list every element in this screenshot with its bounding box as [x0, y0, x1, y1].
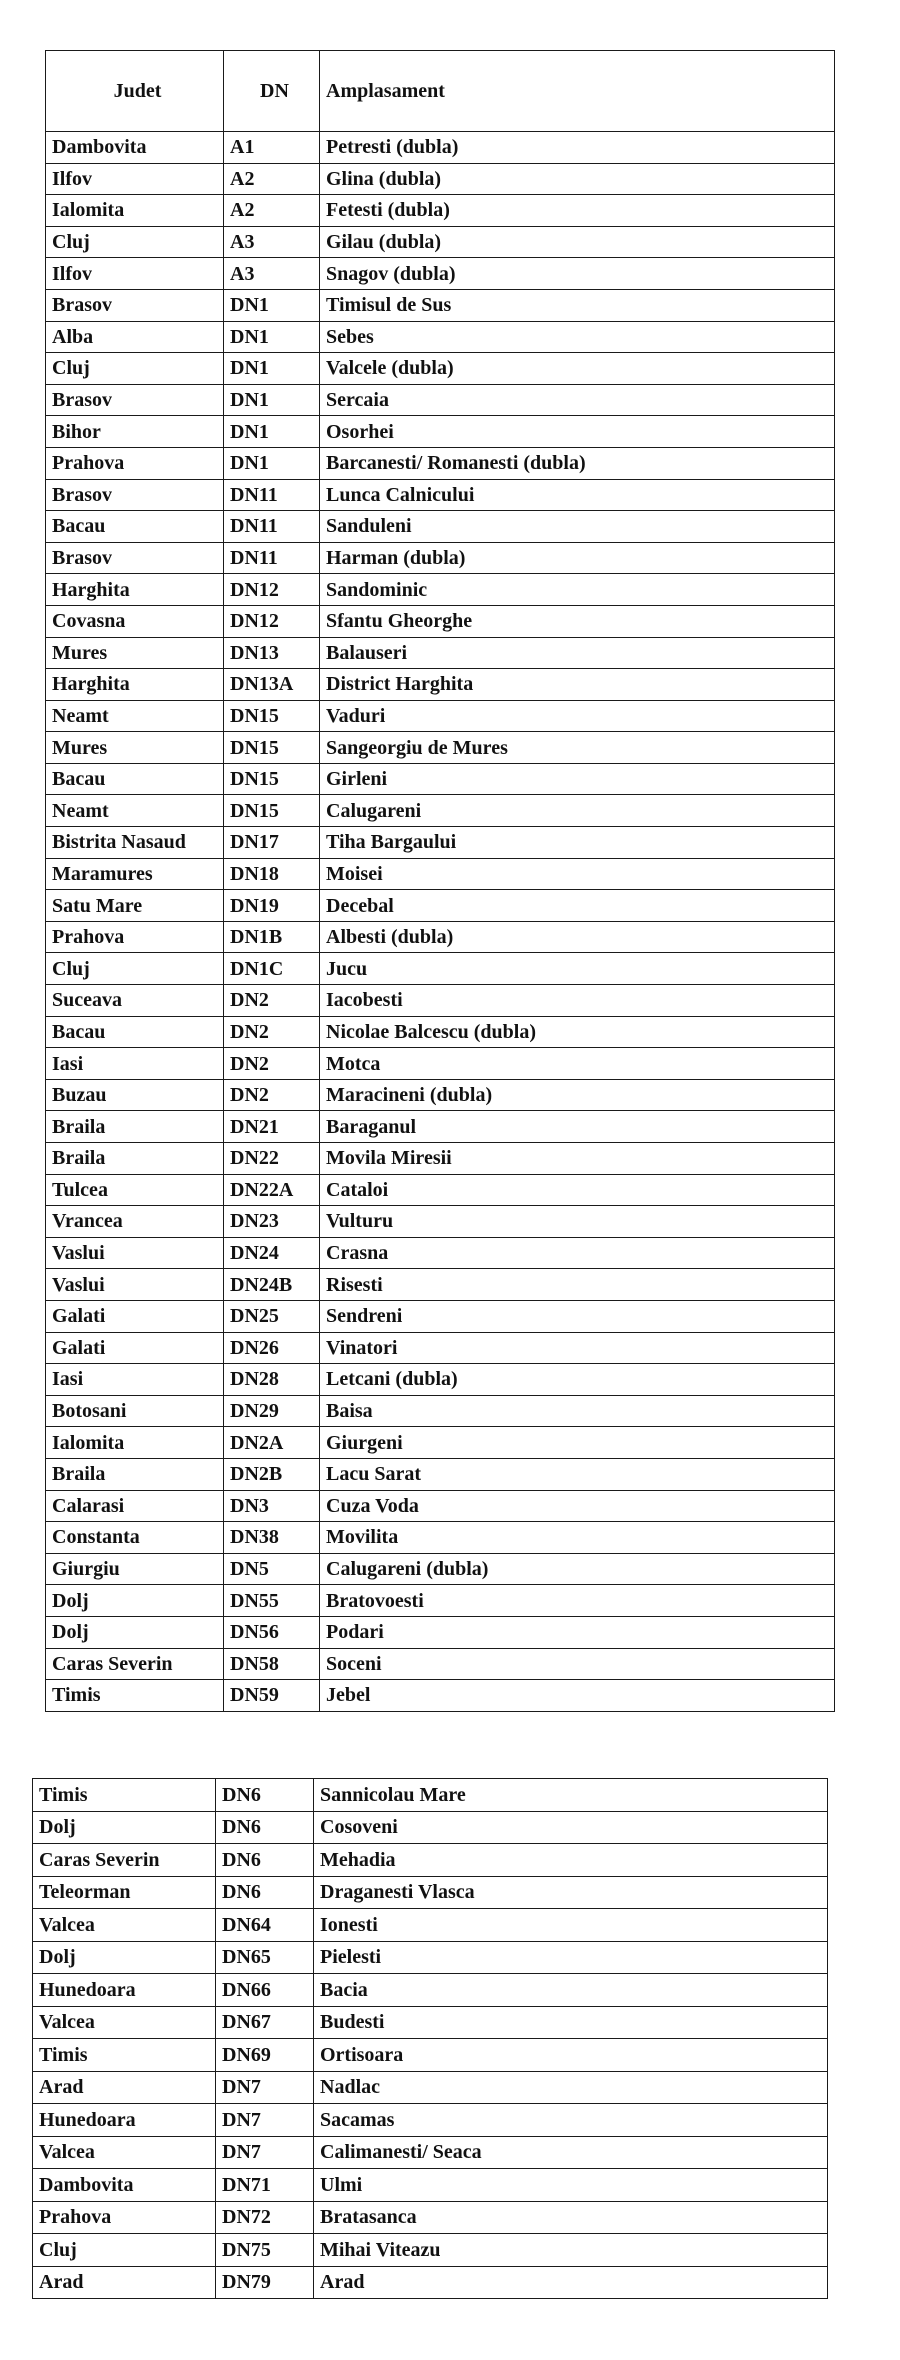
cell-amplasament: Balauseri	[320, 637, 835, 669]
cell-amplasament: Movila Miresii	[320, 1143, 835, 1175]
cell-amplasament: Budesti	[314, 2006, 828, 2039]
cell-judet: Braila	[46, 1458, 224, 1490]
cell-amplasament: Motca	[320, 1048, 835, 1080]
cell-judet: Caras Severin	[33, 1844, 216, 1877]
cell-amplasament: Letcani (dubla)	[320, 1364, 835, 1396]
cell-dn: DN11	[224, 542, 320, 574]
table-row	[33, 2266, 828, 2299]
cell-amplasament: Movilita	[320, 1522, 835, 1554]
cell-dn: DN72	[216, 2201, 314, 2234]
table-row	[46, 890, 835, 922]
cell-dn: DN6	[216, 1876, 314, 1909]
cell-amplasament: Sercaia	[320, 384, 835, 416]
table-row	[33, 2136, 828, 2169]
cell-dn: A2	[224, 195, 320, 227]
table-row	[46, 321, 835, 353]
cell-amplasament: Ortisoara	[314, 2039, 828, 2072]
cell-dn: DN2	[224, 1048, 320, 1080]
table-row	[46, 1237, 835, 1269]
cell-amplasament: Bratovoesti	[320, 1585, 835, 1617]
cell-dn: DN56	[224, 1616, 320, 1648]
cell-dn: DN1C	[224, 953, 320, 985]
table-row	[33, 1876, 828, 1909]
cell-amplasament: Calugareni (dubla)	[320, 1553, 835, 1585]
cell-judet: Cluj	[33, 2234, 216, 2267]
cell-dn: A3	[224, 226, 320, 258]
cell-judet: Giurgiu	[46, 1553, 224, 1585]
cell-amplasament: Pielesti	[314, 1941, 828, 1974]
cell-judet: Dolj	[33, 1811, 216, 1844]
table-row	[46, 1364, 835, 1396]
cell-amplasament: Jebel	[320, 1680, 835, 1712]
table-page-1	[45, 50, 835, 1712]
cell-judet: Prahova	[33, 2201, 216, 2234]
table-row	[46, 921, 835, 953]
cell-dn: DN7	[216, 2104, 314, 2137]
cell-dn: DN17	[224, 827, 320, 859]
cell-dn: DN22A	[224, 1174, 320, 1206]
cell-amplasament: Iacobesti	[320, 985, 835, 1017]
cell-judet: Caras Severin	[46, 1648, 224, 1680]
table-row	[46, 1174, 835, 1206]
cell-amplasament: Osorhei	[320, 416, 835, 448]
cell-judet: Harghita	[46, 574, 224, 606]
cell-judet: Hunedoara	[33, 1974, 216, 2007]
cell-amplasament: Ionesti	[314, 1909, 828, 1942]
cell-amplasament: Bacia	[314, 1974, 828, 2007]
cell-judet: Bacau	[46, 511, 224, 543]
table-row	[33, 2234, 828, 2267]
cell-judet: Suceava	[46, 985, 224, 1017]
table-row	[46, 1395, 835, 1427]
cell-dn: DN59	[224, 1680, 320, 1712]
cell-judet: Braila	[46, 1143, 224, 1175]
table-row	[46, 669, 835, 701]
cell-amplasament: Albesti (dubla)	[320, 921, 835, 953]
cell-amplasament: Giurgeni	[320, 1427, 835, 1459]
cell-dn: DN19	[224, 890, 320, 922]
cell-judet: Harghita	[46, 669, 224, 701]
cell-judet: Satu Mare	[46, 890, 224, 922]
cell-dn: DN28	[224, 1364, 320, 1396]
cell-amplasament: Maracineni (dubla)	[320, 1079, 835, 1111]
table-row	[46, 795, 835, 827]
cell-dn: DN24	[224, 1237, 320, 1269]
table-row	[33, 2104, 828, 2137]
cell-dn: DN6	[216, 1779, 314, 1812]
header-judet: Judet	[46, 51, 224, 132]
cell-dn: DN15	[224, 795, 320, 827]
table-row	[46, 1427, 835, 1459]
cell-judet: Calarasi	[46, 1490, 224, 1522]
table-row	[46, 827, 835, 859]
cell-dn: DN15	[224, 763, 320, 795]
cell-judet: Ilfov	[46, 258, 224, 290]
cell-amplasament: Barcanesti/ Romanesti (dubla)	[320, 447, 835, 479]
cell-dn: DN1	[224, 416, 320, 448]
cell-dn: DN65	[216, 1941, 314, 1974]
cell-judet: Timis	[46, 1680, 224, 1712]
cell-amplasament: Baisa	[320, 1395, 835, 1427]
cell-amplasament: Cataloi	[320, 1174, 835, 1206]
cell-judet: Galati	[46, 1332, 224, 1364]
cell-amplasament: Bratasanca	[314, 2201, 828, 2234]
cell-amplasament: Sendreni	[320, 1300, 835, 1332]
cell-dn: DN24B	[224, 1269, 320, 1301]
cell-amplasament: Timisul de Sus	[320, 289, 835, 321]
cell-dn: DN22	[224, 1143, 320, 1175]
cell-amplasament: Crasna	[320, 1237, 835, 1269]
table-row	[46, 479, 835, 511]
cell-judet: Tulcea	[46, 1174, 224, 1206]
table-row	[46, 1553, 835, 1585]
cell-judet: Prahova	[46, 447, 224, 479]
cell-dn: DN29	[224, 1395, 320, 1427]
cell-amplasament: Draganesti Vlasca	[314, 1876, 828, 1909]
cell-judet: Buzau	[46, 1079, 224, 1111]
cell-judet: Timis	[33, 1779, 216, 1812]
cell-amplasament: Lacu Sarat	[320, 1458, 835, 1490]
cell-judet: Brasov	[46, 479, 224, 511]
cell-dn: DN58	[224, 1648, 320, 1680]
cell-judet: Valcea	[33, 2006, 216, 2039]
cell-dn: DN7	[216, 2136, 314, 2169]
cell-judet: Alba	[46, 321, 224, 353]
cell-dn: A1	[224, 132, 320, 164]
cell-dn: DN12	[224, 605, 320, 637]
table-row	[33, 2039, 828, 2072]
cell-dn: DN55	[224, 1585, 320, 1617]
cell-judet: Dolj	[33, 1941, 216, 1974]
cell-dn: DN15	[224, 700, 320, 732]
cell-dn: DN6	[216, 1844, 314, 1877]
table-row	[46, 1143, 835, 1175]
cell-judet: Timis	[33, 2039, 216, 2072]
cell-judet: Teleorman	[33, 1876, 216, 1909]
cell-amplasament: Nadlac	[314, 2071, 828, 2104]
cell-judet: Dambovita	[33, 2169, 216, 2202]
table-row	[33, 1844, 828, 1877]
cell-amplasament: Vinatori	[320, 1332, 835, 1364]
cell-amplasament: Mehadia	[314, 1844, 828, 1877]
cell-dn: DN1	[224, 384, 320, 416]
table-row	[46, 605, 835, 637]
table-row	[46, 416, 835, 448]
table-row	[46, 574, 835, 606]
cell-judet: Hunedoara	[33, 2104, 216, 2137]
table-row	[46, 1616, 835, 1648]
cell-judet: Dolj	[46, 1585, 224, 1617]
table-row	[46, 858, 835, 890]
cell-amplasament: Mihai Viteazu	[314, 2234, 828, 2267]
cell-dn: DN1	[224, 289, 320, 321]
cell-amplasament: Petresti (dubla)	[320, 132, 835, 164]
cell-judet: Valcea	[33, 2136, 216, 2169]
cell-dn: DN11	[224, 511, 320, 543]
cell-amplasament: Cosoveni	[314, 1811, 828, 1844]
cell-amplasament: Glina (dubla)	[320, 163, 835, 195]
table-row	[46, 1300, 835, 1332]
amplasament-table-2	[32, 1778, 828, 2299]
table-row	[33, 1811, 828, 1844]
cell-amplasament: Nicolae Balcescu (dubla)	[320, 1016, 835, 1048]
cell-dn: DN26	[224, 1332, 320, 1364]
cell-judet: Mures	[46, 637, 224, 669]
cell-judet: Arad	[33, 2071, 216, 2104]
cell-dn: A2	[224, 163, 320, 195]
table-row	[46, 637, 835, 669]
cell-judet: Dolj	[46, 1616, 224, 1648]
cell-judet: Cluj	[46, 226, 224, 258]
cell-amplasament: Sebes	[320, 321, 835, 353]
cell-judet: Arad	[33, 2266, 216, 2299]
table-row	[33, 1974, 828, 2007]
table-row	[46, 384, 835, 416]
cell-amplasament: Calugareni	[320, 795, 835, 827]
table-row	[46, 1458, 835, 1490]
cell-amplasament: Soceni	[320, 1648, 835, 1680]
cell-amplasament: Gilau (dubla)	[320, 226, 835, 258]
cell-amplasament: Calimanesti/ Seaca	[314, 2136, 828, 2169]
table-row	[46, 1522, 835, 1554]
table-row	[33, 2169, 828, 2202]
cell-amplasament: Fetesti (dubla)	[320, 195, 835, 227]
table-row	[46, 226, 835, 258]
table-row	[46, 732, 835, 764]
cell-judet: Vaslui	[46, 1269, 224, 1301]
table-row	[46, 258, 835, 290]
cell-judet: Maramures	[46, 858, 224, 890]
table-row	[46, 1269, 835, 1301]
cell-amplasament: Arad	[314, 2266, 828, 2299]
cell-amplasament: Cuza Voda	[320, 1490, 835, 1522]
cell-dn: DN7	[216, 2071, 314, 2104]
cell-judet: Prahova	[46, 921, 224, 953]
table-row	[46, 1490, 835, 1522]
table-row	[46, 1585, 835, 1617]
table-row	[33, 2006, 828, 2039]
cell-dn: DN1	[224, 321, 320, 353]
table-row	[33, 2201, 828, 2234]
cell-dn: DN15	[224, 732, 320, 764]
cell-amplasament: Podari	[320, 1616, 835, 1648]
table-row	[33, 2071, 828, 2104]
cell-judet: Brasov	[46, 384, 224, 416]
cell-dn: DN12	[224, 574, 320, 606]
cell-amplasament: Baraganul	[320, 1111, 835, 1143]
cell-amplasament: Tiha Bargaului	[320, 827, 835, 859]
table-row	[46, 132, 835, 164]
table-row	[46, 447, 835, 479]
cell-dn: DN2A	[224, 1427, 320, 1459]
table-row	[46, 1332, 835, 1364]
cell-judet: Galati	[46, 1300, 224, 1332]
table-row	[46, 953, 835, 985]
cell-dn: DN38	[224, 1522, 320, 1554]
table-row	[46, 163, 835, 195]
cell-dn: DN2	[224, 1079, 320, 1111]
table-header-row	[46, 51, 835, 132]
cell-dn: DN69	[216, 2039, 314, 2072]
cell-amplasament: Sacamas	[314, 2104, 828, 2137]
cell-judet: Ialomita	[46, 195, 224, 227]
cell-amplasament: Sandominic	[320, 574, 835, 606]
cell-dn: DN11	[224, 479, 320, 511]
table-row	[33, 1941, 828, 1974]
cell-judet: Braila	[46, 1111, 224, 1143]
table-page-2	[32, 1778, 828, 2299]
cell-amplasament: Harman (dubla)	[320, 542, 835, 574]
cell-amplasament: Sangeorgiu de Mures	[320, 732, 835, 764]
header-amplasament: Amplasament	[320, 51, 835, 132]
cell-amplasament: Ulmi	[314, 2169, 828, 2202]
cell-dn: DN18	[224, 858, 320, 890]
cell-dn: DN2	[224, 1016, 320, 1048]
cell-judet: Vaslui	[46, 1237, 224, 1269]
cell-dn: DN67	[216, 2006, 314, 2039]
cell-dn: DN2B	[224, 1458, 320, 1490]
cell-dn: DN1B	[224, 921, 320, 953]
cell-judet: Ialomita	[46, 1427, 224, 1459]
cell-judet: Cluj	[46, 353, 224, 385]
cell-judet: Ilfov	[46, 163, 224, 195]
cell-judet: Covasna	[46, 605, 224, 637]
cell-judet: Dambovita	[46, 132, 224, 164]
cell-judet: Botosani	[46, 1395, 224, 1427]
cell-amplasament: Vulturu	[320, 1206, 835, 1238]
table-row	[46, 1206, 835, 1238]
cell-dn: DN2	[224, 985, 320, 1017]
table-row	[46, 1680, 835, 1712]
cell-judet: Cluj	[46, 953, 224, 985]
table-row	[46, 1111, 835, 1143]
cell-dn: DN21	[224, 1111, 320, 1143]
table-row	[46, 1648, 835, 1680]
cell-judet: Vrancea	[46, 1206, 224, 1238]
table-row	[46, 1016, 835, 1048]
cell-dn: DN5	[224, 1553, 320, 1585]
cell-amplasament: Sanduleni	[320, 511, 835, 543]
table-row	[46, 1079, 835, 1111]
cell-amplasament: Lunca Calnicului	[320, 479, 835, 511]
cell-amplasament: Risesti	[320, 1269, 835, 1301]
table-row	[46, 700, 835, 732]
cell-amplasament: Snagov (dubla)	[320, 258, 835, 290]
table-row	[46, 289, 835, 321]
cell-amplasament: Decebal	[320, 890, 835, 922]
amplasament-table-1	[45, 50, 835, 1712]
cell-dn: DN3	[224, 1490, 320, 1522]
table-row	[33, 1909, 828, 1942]
cell-dn: DN1	[224, 447, 320, 479]
cell-amplasament: Jucu	[320, 953, 835, 985]
cell-amplasament: Sfantu Gheorghe	[320, 605, 835, 637]
cell-dn: DN23	[224, 1206, 320, 1238]
cell-amplasament: Valcele (dubla)	[320, 353, 835, 385]
cell-judet: Iasi	[46, 1048, 224, 1080]
header-dn: DN	[224, 51, 320, 132]
table-row	[46, 353, 835, 385]
cell-dn: DN25	[224, 1300, 320, 1332]
cell-amplasament: Girleni	[320, 763, 835, 795]
cell-dn: DN71	[216, 2169, 314, 2202]
cell-judet: Brasov	[46, 289, 224, 321]
cell-judet: Neamt	[46, 700, 224, 732]
cell-dn: DN75	[216, 2234, 314, 2267]
cell-dn: DN6	[216, 1811, 314, 1844]
cell-judet: Bistrita Nasaud	[46, 827, 224, 859]
cell-dn: DN1	[224, 353, 320, 385]
table-row	[46, 763, 835, 795]
cell-dn: A3	[224, 258, 320, 290]
cell-judet: Bihor	[46, 416, 224, 448]
cell-judet: Neamt	[46, 795, 224, 827]
cell-dn: DN66	[216, 1974, 314, 2007]
cell-amplasament: District Harghita	[320, 669, 835, 701]
cell-judet: Valcea	[33, 1909, 216, 1942]
cell-judet: Bacau	[46, 1016, 224, 1048]
cell-amplasament: Vaduri	[320, 700, 835, 732]
cell-dn: DN13	[224, 637, 320, 669]
table-row	[33, 1779, 828, 1812]
table-row	[46, 985, 835, 1017]
cell-dn: DN13A	[224, 669, 320, 701]
table-row	[46, 511, 835, 543]
cell-amplasament: Moisei	[320, 858, 835, 890]
table-row	[46, 195, 835, 227]
cell-judet: Mures	[46, 732, 224, 764]
cell-dn: DN64	[216, 1909, 314, 1942]
cell-amplasament: Sannicolau Mare	[314, 1779, 828, 1812]
table-row	[46, 1048, 835, 1080]
cell-dn: DN79	[216, 2266, 314, 2299]
cell-judet: Constanta	[46, 1522, 224, 1554]
cell-judet: Brasov	[46, 542, 224, 574]
cell-judet: Bacau	[46, 763, 224, 795]
table-row	[46, 542, 835, 574]
cell-judet: Iasi	[46, 1364, 224, 1396]
